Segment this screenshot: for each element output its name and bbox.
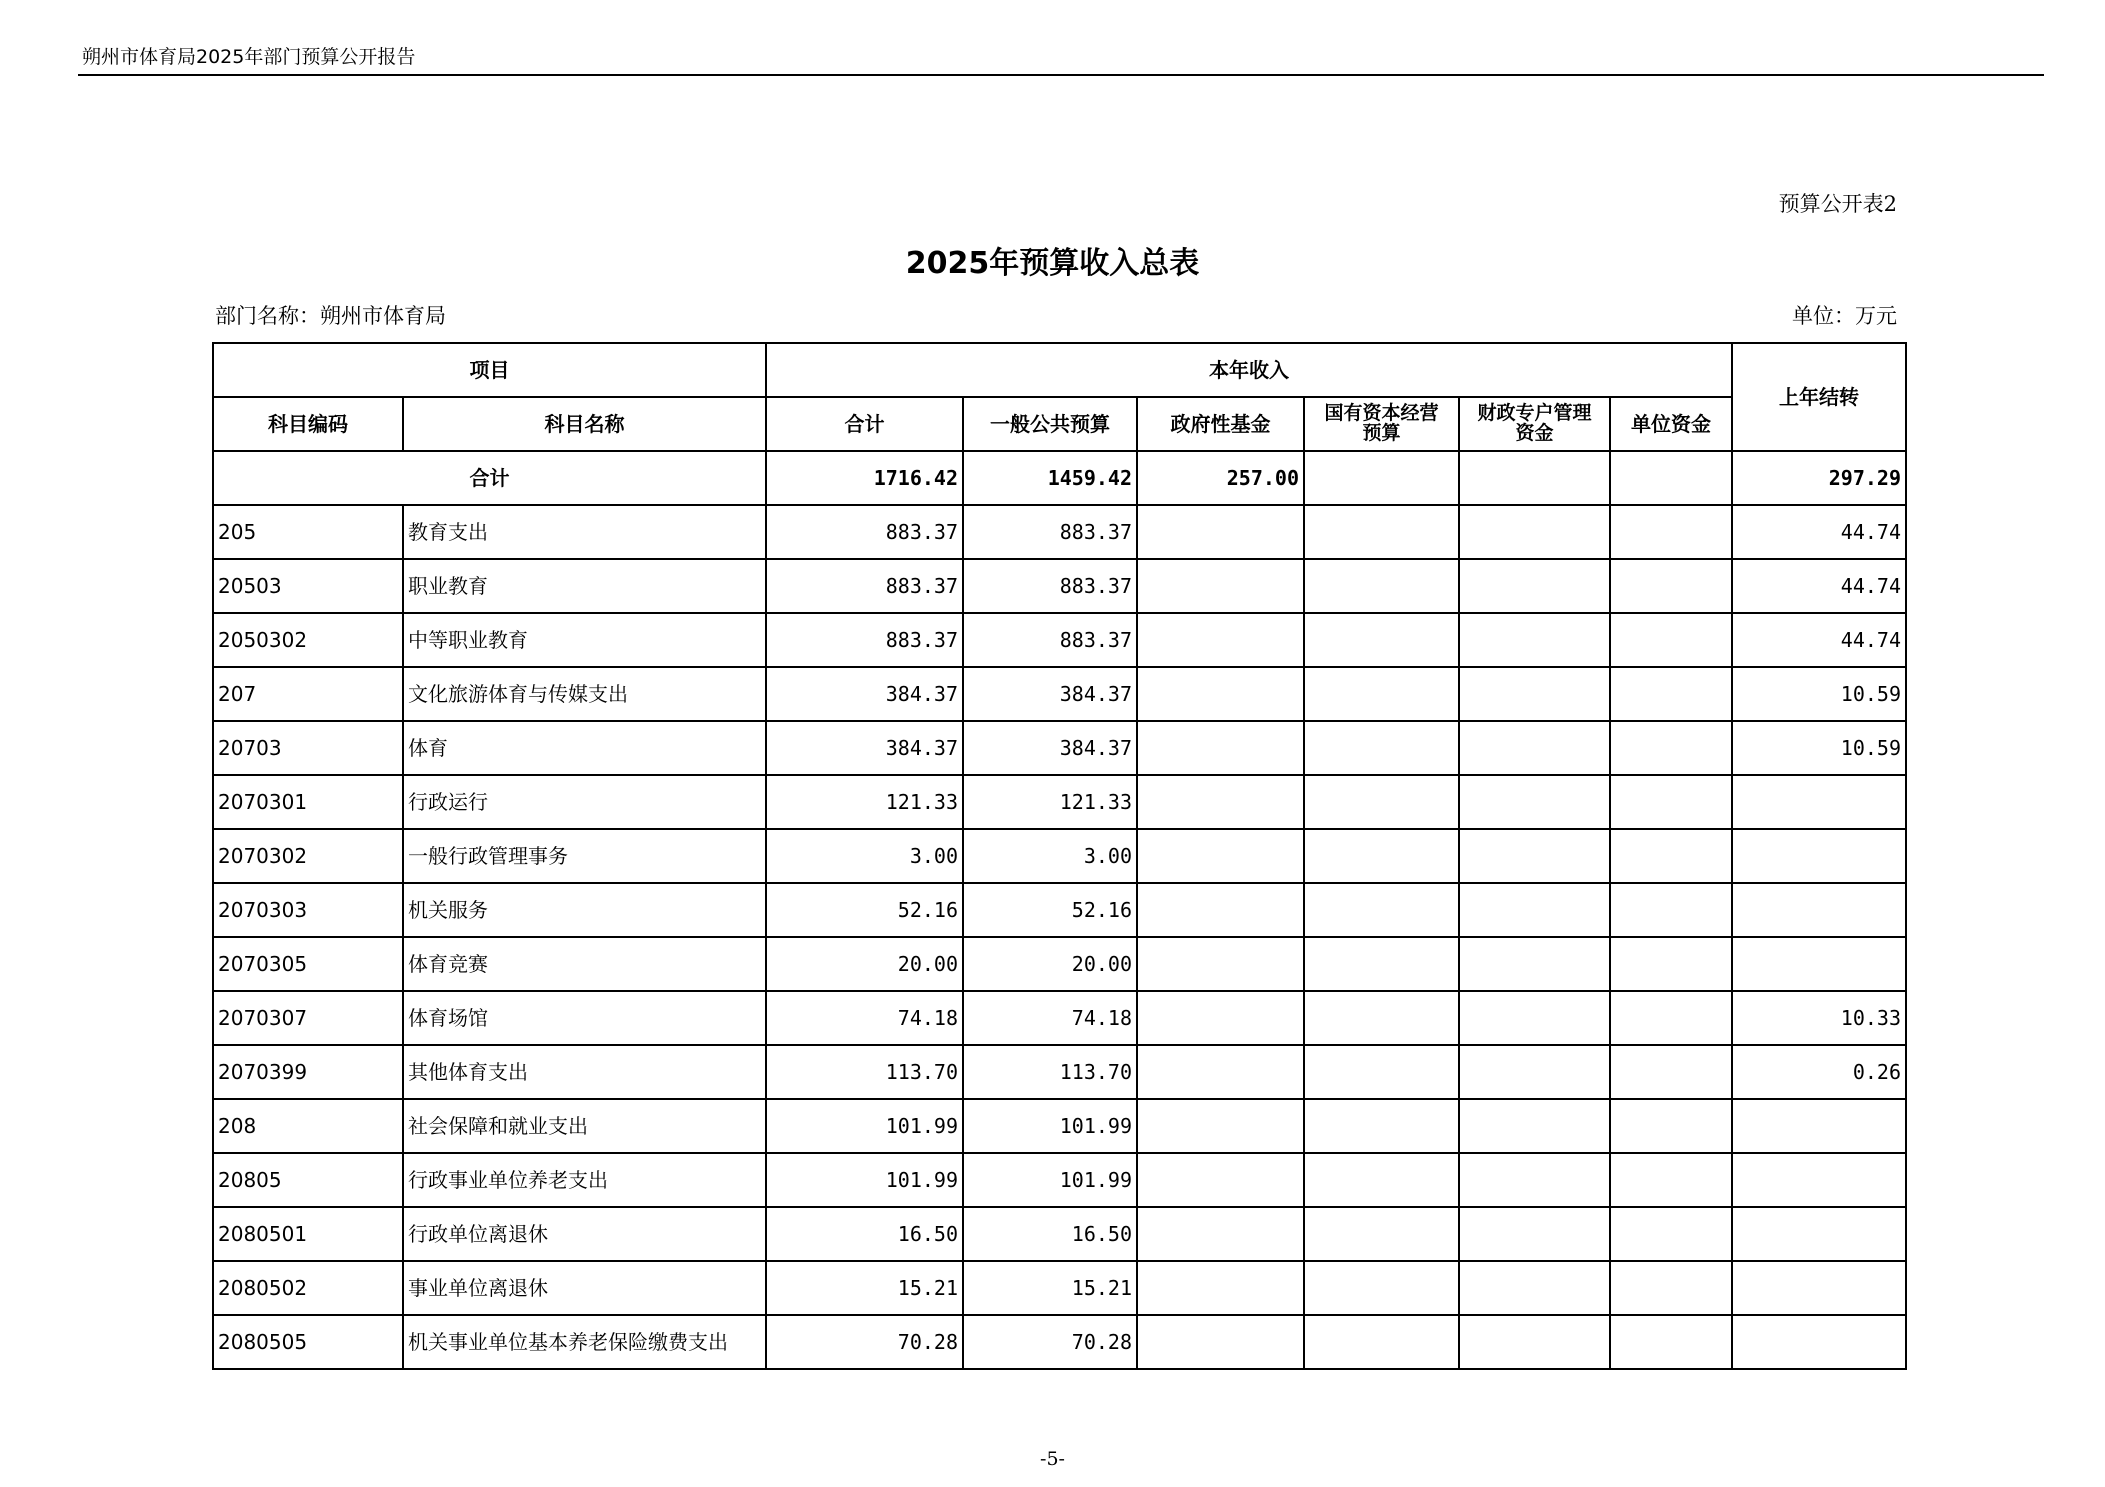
total-label: 合计 bbox=[213, 451, 766, 505]
carryover-cell bbox=[1732, 829, 1906, 883]
special-fund-cell bbox=[1459, 505, 1610, 559]
gov-fund-cell bbox=[1137, 1315, 1304, 1369]
special-fund-cell bbox=[1459, 1207, 1610, 1261]
carryover-cell: 297.29 bbox=[1732, 451, 1906, 505]
page-number: -5- bbox=[1040, 1448, 1065, 1470]
table-row bbox=[213, 1153, 1906, 1207]
header-state-capital bbox=[1304, 397, 1459, 451]
total-cell: 20.00 bbox=[766, 937, 963, 991]
state-capital-cell bbox=[1304, 775, 1459, 829]
general-cell: 74.18 bbox=[963, 991, 1137, 1045]
header-special-fund bbox=[1459, 397, 1610, 451]
name-cell: 行政单位离退休 bbox=[403, 1207, 766, 1261]
carryover-cell: 44.74 bbox=[1732, 613, 1906, 667]
state-capital-cell bbox=[1304, 451, 1459, 505]
header-row-1 bbox=[213, 343, 1906, 397]
gov-fund-cell bbox=[1137, 1261, 1304, 1315]
state-capital-cell bbox=[1304, 883, 1459, 937]
unit-fund-cell bbox=[1610, 721, 1732, 775]
state-capital-cell bbox=[1304, 1099, 1459, 1153]
unit-fund-cell bbox=[1610, 883, 1732, 937]
state-capital-cell bbox=[1304, 613, 1459, 667]
running-header: 朔州市体育局2025年部门预算公开报告 bbox=[82, 46, 416, 68]
unit-fund-cell bbox=[1610, 1153, 1732, 1207]
state-capital-cell bbox=[1304, 1045, 1459, 1099]
gov-fund-cell bbox=[1137, 1099, 1304, 1153]
general-cell: 70.28 bbox=[963, 1315, 1137, 1369]
code-cell: 2080505 bbox=[213, 1315, 403, 1369]
table-row bbox=[213, 991, 1906, 1045]
total-cell: 3.00 bbox=[766, 829, 963, 883]
general-cell: 101.99 bbox=[963, 1153, 1137, 1207]
state-capital-cell bbox=[1304, 991, 1459, 1045]
total-cell: 384.37 bbox=[766, 667, 963, 721]
carryover-cell: 10.33 bbox=[1732, 991, 1906, 1045]
general-cell: 20.00 bbox=[963, 937, 1137, 991]
total-cell: 121.33 bbox=[766, 775, 963, 829]
state-capital-cell bbox=[1304, 667, 1459, 721]
special-fund-cell bbox=[1459, 613, 1610, 667]
header-general-public-budget: 一般公共预算 bbox=[963, 397, 1137, 451]
general-cell: 883.37 bbox=[963, 613, 1137, 667]
state-capital-cell bbox=[1304, 937, 1459, 991]
gov-fund-cell bbox=[1137, 829, 1304, 883]
special-fund-cell bbox=[1459, 667, 1610, 721]
unit-fund-cell bbox=[1610, 1099, 1732, 1153]
special-fund-cell bbox=[1459, 1045, 1610, 1099]
general-cell: 15.21 bbox=[963, 1261, 1137, 1315]
general-cell: 101.99 bbox=[963, 1099, 1137, 1153]
gov-fund-cell bbox=[1137, 559, 1304, 613]
gov-fund-cell bbox=[1137, 505, 1304, 559]
carryover-cell bbox=[1732, 1207, 1906, 1261]
gov-fund-cell bbox=[1137, 1153, 1304, 1207]
carryover-cell bbox=[1732, 1099, 1906, 1153]
name-cell: 事业单位离退休 bbox=[403, 1261, 766, 1315]
total-cell: 101.99 bbox=[766, 1153, 963, 1207]
special-fund-cell bbox=[1459, 1153, 1610, 1207]
table-row bbox=[213, 1099, 1906, 1153]
unit-fund-cell bbox=[1610, 1207, 1732, 1261]
special-fund-cell bbox=[1459, 829, 1610, 883]
carryover-cell bbox=[1732, 883, 1906, 937]
unit-fund-cell bbox=[1610, 613, 1732, 667]
general-cell: 113.70 bbox=[963, 1045, 1137, 1099]
table-row bbox=[213, 559, 1906, 613]
header-unit-fund: 单位资金 bbox=[1610, 397, 1732, 451]
state-capital-cell bbox=[1304, 559, 1459, 613]
carryover-cell bbox=[1732, 1261, 1906, 1315]
unit-fund-cell bbox=[1610, 1045, 1732, 1099]
code-cell: 20805 bbox=[213, 1153, 403, 1207]
state-capital-cell bbox=[1304, 1207, 1459, 1261]
header-current-year-income: 本年收入 bbox=[766, 343, 1732, 397]
code-cell: 20503 bbox=[213, 559, 403, 613]
header-item: 项目 bbox=[213, 343, 766, 397]
code-cell: 2070303 bbox=[213, 883, 403, 937]
carryover-cell: 0.26 bbox=[1732, 1045, 1906, 1099]
table-row bbox=[213, 1045, 1906, 1099]
code-cell: 20703 bbox=[213, 721, 403, 775]
budget-income-table bbox=[212, 342, 1907, 1370]
gov-fund-cell bbox=[1137, 1045, 1304, 1099]
code-cell: 2070305 bbox=[213, 937, 403, 991]
name-cell: 行政事业单位养老支出 bbox=[403, 1153, 766, 1207]
header-special-fund-line1: 财政专户管理 bbox=[1477, 402, 1592, 425]
special-fund-cell bbox=[1459, 775, 1610, 829]
gov-fund-cell bbox=[1137, 721, 1304, 775]
code-cell: 208 bbox=[213, 1099, 403, 1153]
total-cell: 70.28 bbox=[766, 1315, 963, 1369]
special-fund-cell bbox=[1459, 883, 1610, 937]
name-cell: 机关服务 bbox=[403, 883, 766, 937]
total-cell: 101.99 bbox=[766, 1099, 963, 1153]
special-fund-cell bbox=[1459, 1099, 1610, 1153]
name-cell: 其他体育支出 bbox=[403, 1045, 766, 1099]
state-capital-cell bbox=[1304, 829, 1459, 883]
general-cell: 52.16 bbox=[963, 883, 1137, 937]
special-fund-cell bbox=[1459, 721, 1610, 775]
name-cell: 社会保障和就业支出 bbox=[403, 1099, 766, 1153]
gov-fund-cell bbox=[1137, 613, 1304, 667]
name-cell: 机关事业单位基本养老保险缴费支出 bbox=[403, 1315, 766, 1369]
name-cell: 教育支出 bbox=[403, 505, 766, 559]
carryover-cell bbox=[1732, 775, 1906, 829]
table-number: 预算公开表2 bbox=[1778, 192, 1897, 216]
header-state-capital-line2: 预算 bbox=[1362, 422, 1401, 444]
special-fund-cell bbox=[1459, 451, 1610, 505]
unit-fund-cell bbox=[1610, 505, 1732, 559]
unit-fund-cell bbox=[1610, 559, 1732, 613]
name-cell: 职业教育 bbox=[403, 559, 766, 613]
gov-fund-cell: 257.00 bbox=[1137, 451, 1304, 505]
special-fund-cell bbox=[1459, 991, 1610, 1045]
unit-fund-cell bbox=[1610, 775, 1732, 829]
header-name: 科目名称 bbox=[403, 397, 766, 451]
total-cell: 15.21 bbox=[766, 1261, 963, 1315]
table-row bbox=[213, 505, 1906, 559]
total-cell: 883.37 bbox=[766, 505, 963, 559]
unit-fund-cell bbox=[1610, 991, 1732, 1045]
total-cell: 883.37 bbox=[766, 559, 963, 613]
special-fund-cell bbox=[1459, 937, 1610, 991]
header-total: 合计 bbox=[766, 397, 963, 451]
carryover-cell bbox=[1732, 1153, 1906, 1207]
header-government-fund: 政府性基金 bbox=[1137, 397, 1304, 451]
header-special-fund-line2: 资金 bbox=[1515, 422, 1554, 444]
unit-fund-cell bbox=[1610, 1261, 1732, 1315]
carryover-cell: 10.59 bbox=[1732, 721, 1906, 775]
general-cell: 384.37 bbox=[963, 667, 1137, 721]
name-cell: 一般行政管理事务 bbox=[403, 829, 766, 883]
state-capital-cell bbox=[1304, 1153, 1459, 1207]
table-row bbox=[213, 775, 1906, 829]
general-cell: 883.37 bbox=[963, 505, 1137, 559]
table-row bbox=[213, 721, 1906, 775]
code-cell: 2070302 bbox=[213, 829, 403, 883]
total-row bbox=[213, 451, 1906, 505]
header-carryover: 上年结转 bbox=[1732, 343, 1906, 451]
code-cell: 2070301 bbox=[213, 775, 403, 829]
gov-fund-cell bbox=[1137, 775, 1304, 829]
carryover-cell bbox=[1732, 937, 1906, 991]
state-capital-cell bbox=[1304, 721, 1459, 775]
header-code: 科目编码 bbox=[213, 397, 403, 451]
total-cell: 384.37 bbox=[766, 721, 963, 775]
table-row bbox=[213, 829, 1906, 883]
state-capital-cell bbox=[1304, 1261, 1459, 1315]
general-cell: 121.33 bbox=[963, 775, 1137, 829]
code-cell: 207 bbox=[213, 667, 403, 721]
state-capital-cell bbox=[1304, 505, 1459, 559]
unit-fund-cell bbox=[1610, 451, 1732, 505]
carryover-cell: 10.59 bbox=[1732, 667, 1906, 721]
table-row bbox=[213, 667, 1906, 721]
page-title: 2025年预算收入总表 bbox=[905, 246, 1200, 281]
name-cell: 中等职业教育 bbox=[403, 613, 766, 667]
name-cell: 体育 bbox=[403, 721, 766, 775]
unit-fund-cell bbox=[1610, 937, 1732, 991]
header-row-2 bbox=[213, 397, 1906, 451]
special-fund-cell bbox=[1459, 1315, 1610, 1369]
name-cell: 行政运行 bbox=[403, 775, 766, 829]
unit-label: 单位：万元 bbox=[1792, 304, 1897, 328]
code-cell: 2080501 bbox=[213, 1207, 403, 1261]
general-cell: 3.00 bbox=[963, 829, 1137, 883]
name-cell: 体育竞赛 bbox=[403, 937, 766, 991]
gov-fund-cell bbox=[1137, 667, 1304, 721]
carryover-cell: 44.74 bbox=[1732, 505, 1906, 559]
table-row bbox=[213, 937, 1906, 991]
table-row bbox=[213, 1315, 1906, 1369]
total-cell: 113.70 bbox=[766, 1045, 963, 1099]
general-cell: 883.37 bbox=[963, 559, 1137, 613]
general-cell: 384.37 bbox=[963, 721, 1137, 775]
gov-fund-cell bbox=[1137, 1207, 1304, 1261]
gov-fund-cell bbox=[1137, 991, 1304, 1045]
table-row bbox=[213, 613, 1906, 667]
unit-fund-cell bbox=[1610, 667, 1732, 721]
gov-fund-cell bbox=[1137, 937, 1304, 991]
special-fund-cell bbox=[1459, 559, 1610, 613]
state-capital-cell bbox=[1304, 1315, 1459, 1369]
code-cell: 2080502 bbox=[213, 1261, 403, 1315]
unit-fund-cell bbox=[1610, 1315, 1732, 1369]
header-rule bbox=[78, 74, 2044, 76]
total-cell: 74.18 bbox=[766, 991, 963, 1045]
table-row bbox=[213, 1207, 1906, 1261]
unit-fund-cell bbox=[1610, 829, 1732, 883]
header-state-capital-line1: 国有资本经营 bbox=[1324, 402, 1439, 425]
name-cell: 体育场馆 bbox=[403, 991, 766, 1045]
table-row bbox=[213, 1261, 1906, 1315]
gov-fund-cell bbox=[1137, 883, 1304, 937]
code-cell: 2070307 bbox=[213, 991, 403, 1045]
department-name: 部门名称：朔州市体育局 bbox=[215, 304, 446, 328]
total-cell: 883.37 bbox=[766, 613, 963, 667]
code-cell: 2050302 bbox=[213, 613, 403, 667]
general-cell: 1459.42 bbox=[963, 451, 1137, 505]
table-row bbox=[213, 883, 1906, 937]
total-cell: 16.50 bbox=[766, 1207, 963, 1261]
special-fund-cell bbox=[1459, 1261, 1610, 1315]
name-cell: 文化旅游体育与传媒支出 bbox=[403, 667, 766, 721]
total-cell: 52.16 bbox=[766, 883, 963, 937]
carryover-cell: 44.74 bbox=[1732, 559, 1906, 613]
general-cell: 16.50 bbox=[963, 1207, 1137, 1261]
carryover-cell bbox=[1732, 1315, 1906, 1369]
code-cell: 2070399 bbox=[213, 1045, 403, 1099]
code-cell: 205 bbox=[213, 505, 403, 559]
total-cell: 1716.42 bbox=[766, 451, 963, 505]
